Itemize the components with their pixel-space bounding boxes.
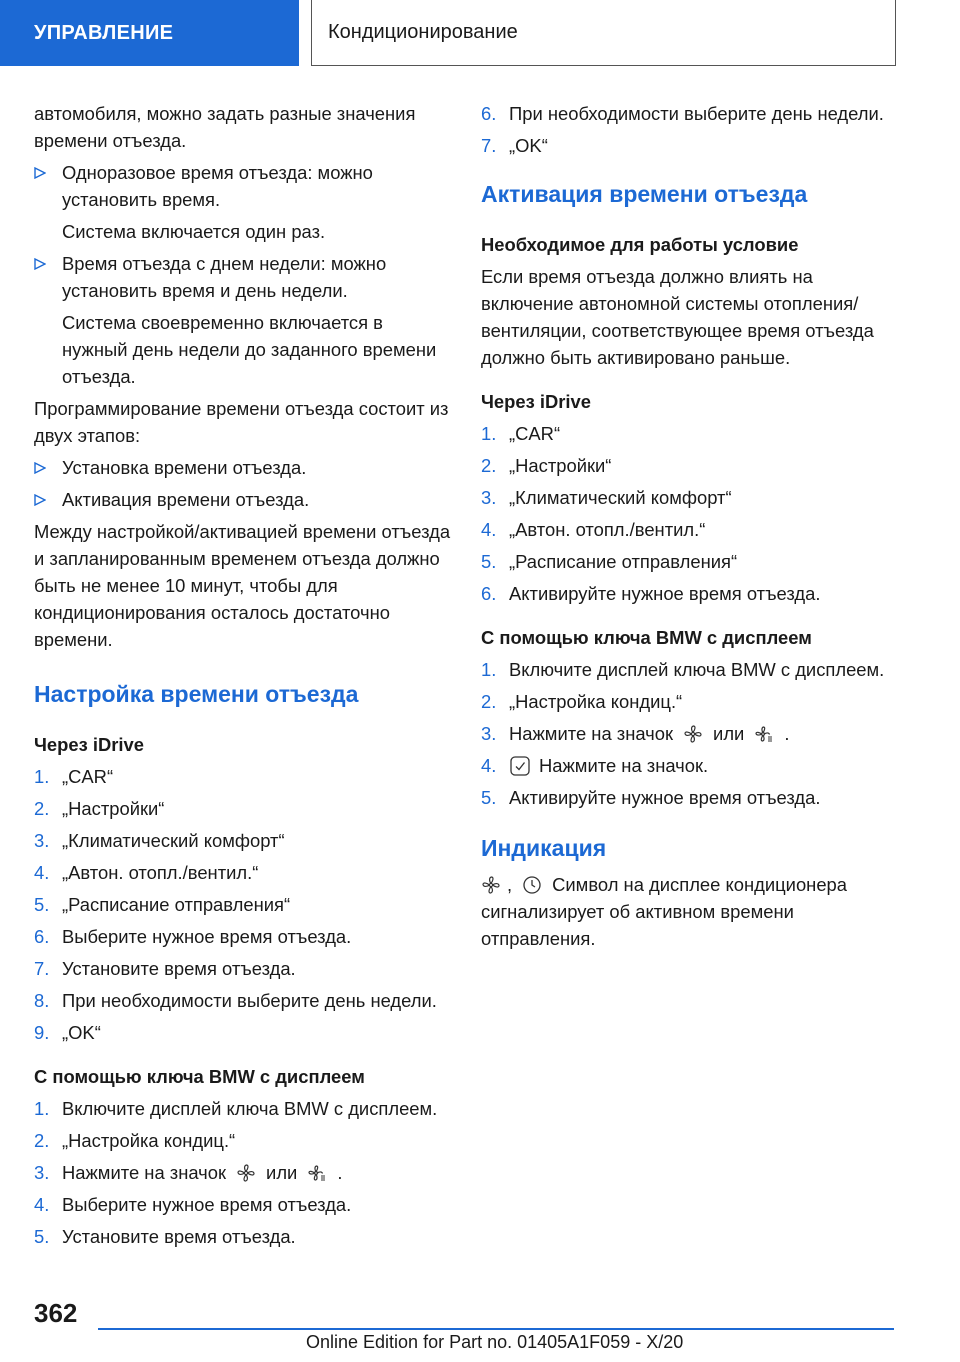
step-item — [34, 955, 452, 982]
indicator-separator: , — [507, 874, 513, 895]
step-item — [34, 987, 452, 1014]
step-item — [34, 1127, 452, 1154]
step-number: 5. — [34, 894, 50, 915]
step-text: „OK“ — [62, 1022, 101, 1043]
step-number: 4. — [34, 1194, 50, 1215]
fan-icon — [683, 724, 703, 744]
step-text: Включите дисплей ключа BMW с дисплеем. — [509, 659, 885, 680]
step-text: „Расписание отправления“ — [62, 894, 291, 915]
step-text: Нажмите на значок. — [539, 755, 709, 776]
step-item — [481, 688, 899, 715]
step-number: 6. — [481, 583, 497, 604]
continued-steps-list — [481, 100, 899, 159]
step-text: „Автон. отопл./вентил.“ — [62, 862, 259, 883]
bullet-text: Время отъезда с днем недели: можно установить время и день недели. — [62, 253, 387, 301]
clock-icon — [522, 875, 542, 895]
idrive-heading: Через iDrive — [481, 391, 591, 412]
step-item — [481, 132, 899, 159]
section-title-setup: Настройка времени отъезда — [34, 681, 359, 707]
step-number: 1. — [34, 766, 50, 787]
step-item — [34, 827, 452, 854]
fan-icon — [481, 875, 501, 895]
page-footer — [0, 1290, 960, 1362]
step-number: 1. — [481, 423, 497, 444]
step-text: „Климатический комфорт“ — [62, 830, 285, 851]
step-item — [34, 1095, 452, 1122]
step-item — [34, 1159, 452, 1186]
step-number: 2. — [34, 1130, 50, 1151]
step-number: 3. — [481, 487, 497, 508]
step-item — [34, 859, 452, 886]
step-text: . — [337, 1162, 343, 1183]
left-column — [34, 100, 452, 1255]
checkbox-icon — [509, 755, 531, 777]
step-number: 8. — [34, 990, 50, 1011]
step-text: При необходимости выберите день недели. — [509, 103, 884, 124]
bullet-subtext: Система своевременно включается в нужный день недели до заданного времени отъезда. — [62, 312, 437, 387]
indicator-text — [481, 871, 899, 952]
step-item — [34, 1223, 452, 1250]
step-text: „OK“ — [509, 135, 548, 156]
key-heading: С помощью ключа BMW с дисплеем — [34, 1066, 365, 1087]
bullet-item — [34, 454, 452, 481]
step-number: 4. — [481, 519, 497, 540]
step-text: „Настройки“ — [62, 798, 165, 819]
step-number: 5. — [34, 1226, 50, 1247]
step-text: „Настройка кондиц.“ — [509, 691, 683, 712]
bullet-text: Установка времени отъезда. — [62, 457, 307, 478]
key-steps-list — [34, 1095, 452, 1250]
key-heading: С помощью ключа BMW с дисплеем — [481, 627, 812, 648]
step-item — [481, 548, 899, 575]
step-item — [34, 795, 452, 822]
step-number: 5. — [481, 551, 497, 572]
step-number: 3. — [481, 723, 497, 744]
intro-text: автомобиля, можно задать разные значения времени отъезда. — [34, 103, 416, 151]
step-text: Нажмите на значок — [62, 1162, 227, 1183]
step-item — [481, 420, 899, 447]
step-item — [481, 752, 899, 779]
key-steps-list — [481, 656, 899, 811]
step-item — [34, 891, 452, 918]
step-item — [481, 656, 899, 683]
bullet-triangle-icon — [34, 258, 46, 270]
step-item — [481, 580, 899, 607]
bullet-triangle-icon — [34, 462, 46, 474]
page-header — [0, 0, 960, 66]
fan-heat-icon — [307, 1163, 327, 1183]
step-item — [34, 763, 452, 790]
step-text: или — [266, 1162, 298, 1183]
step-number: 7. — [34, 958, 50, 979]
section-tab: УПРАВЛЕНИЕ — [0, 0, 299, 66]
section-title-activation: Активация времени отъезда — [481, 181, 808, 207]
bullet-triangle-icon — [34, 494, 46, 506]
step-number: 9. — [34, 1022, 50, 1043]
section-title-indicator: Индикация — [481, 835, 607, 861]
bullet-subtext: Система включается один раз. — [62, 221, 326, 242]
bullet-text: Одноразовое время отъезда: можно установить время. — [62, 162, 373, 210]
step-text: „Расписание отправления“ — [509, 551, 738, 572]
fan-icon — [236, 1163, 256, 1183]
fan-heat-icon — [754, 724, 774, 744]
step-text: „Автон. отопл./вентил.“ — [509, 519, 706, 540]
step-number: 2. — [34, 798, 50, 819]
bullet-triangle-icon — [34, 167, 46, 179]
step-text: „Климатический комфорт“ — [509, 487, 732, 508]
step-number: 1. — [34, 1098, 50, 1119]
edition-text: Online Edition for Part no. 01405A1F059 - X/20 — [306, 1332, 684, 1352]
requirement-text: Если время отъезда должно влиять на включение автономной системы отопления/вентиляции, соответствующее время отъезда должно быть активировано раньше. — [481, 266, 874, 368]
programming-text: Программирование времени отъезда состоит из двух этапов: — [34, 398, 449, 446]
requirement-heading: Необходимое для работы условие — [481, 234, 799, 255]
step-item — [481, 100, 899, 127]
bullet-text: Активация времени отъезда. — [62, 489, 310, 510]
step-text: Включите дисплей ключа BMW с дисплеем. — [62, 1098, 438, 1119]
step-number: 4. — [481, 755, 497, 776]
step-text: „Настройка кондиц.“ — [62, 1130, 236, 1151]
footer-rule — [98, 1328, 894, 1330]
step-text: „Настройки“ — [509, 455, 612, 476]
idrive-steps-list — [481, 420, 899, 607]
step-item — [34, 1191, 452, 1218]
step-text: Нажмите на значок — [509, 723, 674, 744]
step-number: 6. — [34, 926, 50, 947]
chapter-tab: Кондиционирование — [311, 0, 896, 66]
step-number: 7. — [481, 135, 497, 156]
step-text: При необходимости выберите день недели. — [62, 990, 437, 1011]
step-text: Активируйте нужное время отъезда. — [509, 787, 821, 808]
right-column — [481, 100, 899, 957]
step-text: Установите время отъезда. — [62, 1226, 296, 1247]
step-text: „CAR“ — [62, 766, 114, 787]
idrive-heading: Через iDrive — [34, 734, 144, 755]
step-item — [481, 516, 899, 543]
step-text: Активируйте нужное время отъезда. — [509, 583, 821, 604]
step-text: Выберите нужное время отъезда. — [62, 1194, 352, 1215]
idrive-steps-list — [34, 763, 452, 1046]
step-item — [34, 923, 452, 950]
step-number: 3. — [34, 1162, 50, 1183]
page-number: 362 — [34, 1298, 78, 1328]
step-item — [481, 720, 899, 747]
step-item — [481, 784, 899, 811]
step-text: . — [784, 723, 790, 744]
step-text: Выберите нужное время отъезда. — [62, 926, 352, 947]
step-item — [481, 452, 899, 479]
indicator-description: Символ на дисплее кондиционера сигнализирует об активном времени отправления. — [481, 874, 848, 949]
bullet-item — [34, 159, 452, 213]
step-number: 2. — [481, 691, 497, 712]
bullet-item — [34, 250, 452, 304]
step-item — [481, 484, 899, 511]
between-text: Между настройкой/активацией времени отъезда и запланированным временем отъезда должно быть не менее 10 минут, чтобы для кондиционирования осталось достаточно времени. — [34, 521, 451, 650]
step-text: Установите время отъезда. — [62, 958, 296, 979]
step-text: „CAR“ — [509, 423, 561, 444]
step-number: 6. — [481, 103, 497, 124]
step-number: 4. — [34, 862, 50, 883]
step-text: или — [713, 723, 745, 744]
step-number: 2. — [481, 455, 497, 476]
step-number: 1. — [481, 659, 497, 680]
bullet-item — [34, 486, 452, 513]
step-number: 3. — [34, 830, 50, 851]
step-number: 5. — [481, 787, 497, 808]
step-item — [34, 1019, 452, 1046]
